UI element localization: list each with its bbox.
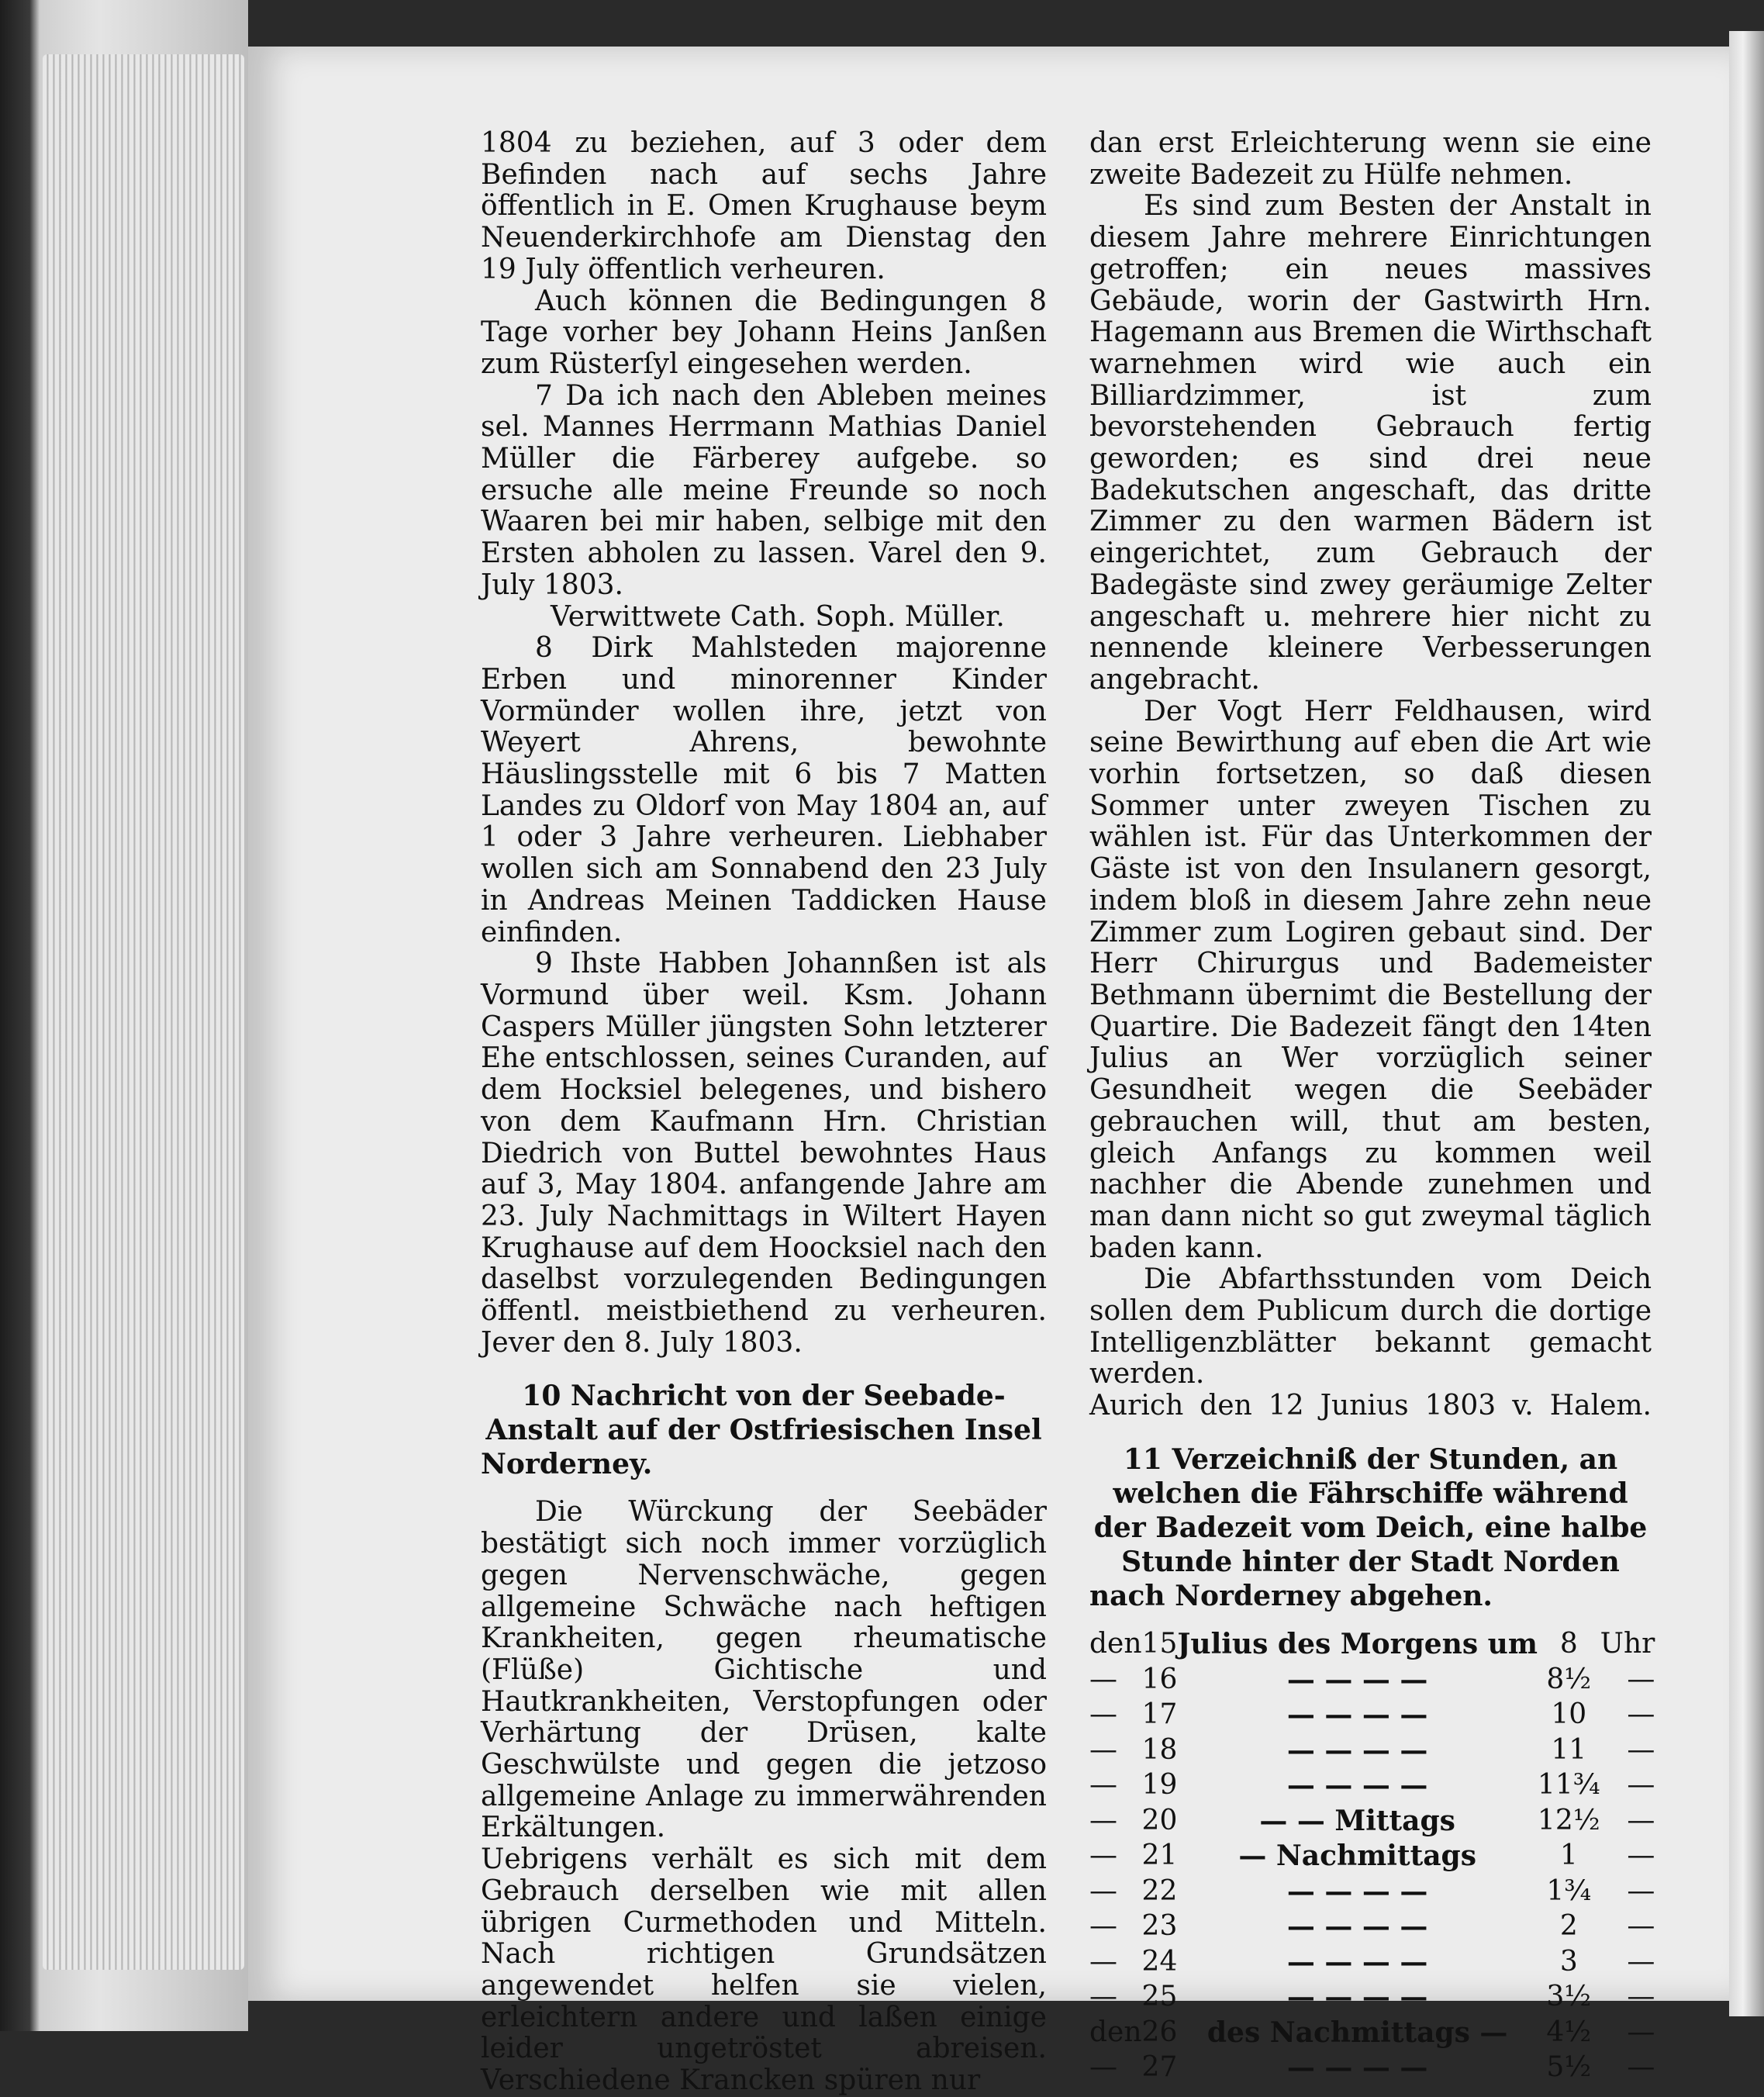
schedule-desc: — — — — [1286, 1663, 1428, 1696]
left-para-2: Auch können die Bedingungen 8 Tage vorher bey Johann Heins Janßen zum Rüsterſyl eingesehen werden. [481, 285, 1047, 380]
schedule-suffix: Uhr [1600, 1628, 1655, 1660]
schedule-time: 4½ [1546, 2016, 1592, 2048]
schedule-row [1089, 1733, 1655, 1768]
schedule-row [1089, 1874, 1655, 1909]
schedule-suffix: — [1627, 1663, 1655, 1695]
right-para-3: Der Vogt Herr Feldhausen, wird seine Bewirthung auf eben die Art wie vorhin fortsetzen, so daß diesen Sommer unter zweyen Tischen zu wählen ist. Für das Unterkommen der Gäste ist von den Insulanern gesorgt, indem bloß in diesem Jahre zehn neue Zimmer zum Logiren gebaut sind. Der Herr Chirurgus und Bademeister Bethmann übernimt die Bestellung der Quartire. Die Badezeit fängt den 14ten Julius an Wer vorzüglich seiner Gesundheit wegen die Seebäder gebrauchen will, thut am besten, gleich Anfangs zu kommen weil nachher die Abende zunehmen und man dann nicht so gut zweymal täglich baden kann. [1089, 695, 1652, 1264]
schedule-suffix: — [1627, 1840, 1655, 1872]
schedule-prefix: den [1089, 2016, 1142, 2048]
schedule-suffix: — [1627, 2051, 1655, 2084]
schedule-time: 1¾ [1546, 1874, 1592, 1907]
schedule-prefix: — [1089, 1840, 1117, 1872]
schedule-suffix: — [1627, 1698, 1655, 1731]
schedule-time: 8 [1559, 1628, 1578, 1660]
schedule-row [1089, 1768, 1655, 1804]
schedule-time: 3½ [1546, 1981, 1592, 2013]
notice-7-signature: Verwittwete Cath. Soph. Müller. [551, 600, 1005, 633]
notice-10-para-2: Uebrigens verhält es sich mit dem Gebrauch derselben wie mit allen übrigen Curmethoden und Mitteln. Nach richtigen Grundsätzen angewendet helfen sie vielen, erleichtern andere und laßen einige leider ungetröstet abreisen. Verschiedene Krancken spüren nur [481, 1843, 1047, 2097]
schedule-time: 12½ [1537, 1804, 1600, 1836]
schedule-day: 15 [1141, 1628, 1178, 1660]
schedule-row [1089, 2050, 1655, 2086]
schedule-row [1089, 1944, 1655, 1980]
schedule-row [1089, 1980, 1655, 2016]
schedule-suffix: — [1627, 1874, 1655, 1907]
schedule-prefix: — [1089, 1733, 1117, 1766]
schedule-day: 19 [1141, 1769, 1178, 1802]
schedule-suffix: — [1627, 1981, 1655, 2013]
schedule-day: 18 [1141, 1733, 1178, 1766]
schedule-day: 22 [1141, 1874, 1178, 1907]
schedule-desc: — — — — [1286, 1769, 1428, 1802]
signature-name: v. Halem. [1512, 1390, 1652, 1422]
notice-7: 7 Da ich nach den Ableben meines sel. Mannes Herrmann Mathias Daniel Müller die Färberey aufgebe. so ersuche alle meine Freunde so noch Waaren bei mir haben, selbige mit den Ersten abholen zu lassen. Varel den 9. July 1803. [481, 379, 1047, 601]
schedule-suffix: — [1627, 1804, 1655, 1836]
schedule-desc: Julius des Morgens um [1177, 1628, 1538, 1661]
schedule-time: 5½ [1546, 2051, 1592, 2084]
left-column [481, 128, 1047, 2097]
schedule-day: 23 [1141, 1910, 1178, 1943]
schedule-prefix: — [1089, 1874, 1117, 1907]
schedule-desc: — — — — [1286, 2051, 1428, 2085]
schedule-suffix: — [1627, 1733, 1655, 1766]
notice-11-heading: 11 Verzeichniß der Stunden, an welchen die Fährschiffe während der Badezeit vom Deich, eine halbe Stunde hinter der Stadt Norden nach Norderney abgehen. [1089, 1442, 1648, 1612]
schedule-time: 8½ [1546, 1663, 1592, 1695]
schedule-desc: — — — — [1286, 1874, 1428, 1908]
right-para-4: Die Abfarthsstunden vom Deich sollen dem Publicum durch die dortige Intelligenzblätter bekannt gemacht werden. [1089, 1263, 1652, 1391]
schedule-time: 2 [1559, 1910, 1578, 1943]
schedule-time: 3 [1559, 1945, 1578, 1978]
schedule-day: 17 [1141, 1698, 1178, 1731]
notice-9: 9 Ihste Habben Johannßen ist als Vormund über weil. Ksm. Johann Caspers Müller jüngsten Sohn letzterer Ehe entschlossen, seines Curanden, auf dem Hocksiel belegenes, und bishero von dem Kaufmann Hrn. Christian Diedrich von Buttel bewohntes Haus auf 3, May 1804. anfangende Jahre am 23. July Nachmittags in Wiltert Hayen Krughause auf dem Hoocksiel nach den daselbst vorzulegenden Bedingungen öffentl. meistbiethend zu verheuren. Jever den 8. July 1803. [481, 948, 1047, 1359]
right-column [1089, 127, 1655, 2085]
schedule-prefix: — [1089, 1981, 1117, 2013]
schedule-day: 27 [1141, 2051, 1178, 2084]
schedule-row [1089, 1627, 1655, 1663]
schedule-time: 1 [1559, 1840, 1578, 1872]
schedule-prefix: — [1089, 1804, 1117, 1836]
schedule-prefix: — [1089, 1663, 1117, 1695]
schedule-desc: — — — — [1286, 1733, 1428, 1767]
schedule-desc: — — — — [1286, 1945, 1428, 1978]
schedule-row [1089, 1803, 1655, 1839]
schedule-day: 24 [1141, 1945, 1178, 1978]
schedule-desc: des Nachmittags — [1206, 2016, 1508, 2049]
schedule-suffix: — [1627, 1945, 1655, 1978]
right-para-2: Es sind zum Besten der Anstalt in diesem Jahre mehrere Einrichtungen getroffen; ein neues massives Gebäude, worin der Gastwirth Hrn. Hagemann aus Bremen die Wirthschaft warnehmen wird wie auch ein Billiardzimmer, ist zum bevorstehenden Gebrauch fertig geworden; es sind drei neue Badekutschen angeschaft, das dritte Zimmer zu den warmen Bädern ist eingerichtet, zum Gebrauch der Badegäste sind zwey geräumige Zelter angeschaft u. mehrere hier nicht zu nennende kleinere Verbesserungen angebracht. [1089, 190, 1652, 696]
schedule-desc: — — — — [1286, 1698, 1428, 1732]
right-para-1: dan erst Erleichterung wenn sie eine zweite Badezeit zu Hülfe nehmen. [1089, 127, 1652, 191]
schedule-day: 26 [1141, 2016, 1178, 2048]
schedule-prefix: — [1089, 1698, 1117, 1731]
schedule-time: 10 [1551, 1698, 1587, 1731]
schedule-row [1089, 1662, 1655, 1698]
schedule-prefix: — [1089, 1910, 1117, 1943]
schedule-row [1089, 1698, 1655, 1733]
schedule-desc: — — — — [1286, 1981, 1428, 2014]
schedule-day: 21 [1141, 1840, 1178, 1872]
schedule-time: 11¾ [1537, 1769, 1600, 1802]
schedule-suffix: — [1627, 1910, 1655, 1943]
schedule-suffix: — [1627, 2016, 1655, 2048]
schedule-day: 16 [1141, 1663, 1178, 1695]
signature-place: Aurich den 12 Junius 1803 [1089, 1390, 1496, 1422]
page-edges [43, 54, 244, 1970]
book-left-binding [0, 0, 248, 2031]
notice-10-heading: 10 Nachricht von der Seebade-Anstalt auf der Ostfriesischen Insel Norderney. [481, 1380, 1042, 1481]
signature-line [1089, 1391, 1652, 1422]
schedule-time: 11 [1551, 1733, 1587, 1766]
schedule-desc: — Nachmittags [1238, 1840, 1476, 1873]
schedule-day: 20 [1141, 1804, 1178, 1836]
schedule-prefix: den [1089, 1628, 1142, 1660]
schedule-row [1089, 1839, 1655, 1874]
notice-10-para-1: Die Würckung der Seebäder bestätigt sich noch immer vorzüglich gegen Nervenschwäche, gegen allgemeine Schwäche nach heftigen Krankheiten, gegen rheumatische (Flüße) Gichtische und Hautkrankheiten, Verstopfungen oder Verhärtung der Drüsen, kalte Geschwülste und gegen die jetzoso allgemeine Anlage zu immerwährenden Erkältungen. [481, 1496, 1047, 1844]
schedule-desc: — — Mittags [1259, 1804, 1455, 1837]
book-right-edge [1729, 31, 1764, 2016]
ferry-schedule-table [1089, 1627, 1655, 2086]
schedule-suffix: — [1627, 1769, 1655, 1802]
schedule-prefix: — [1089, 1945, 1117, 1978]
notice-8: 8 Dirk Mahlsteden majorenne Erben und minorenner Kinder Vormünder wollen ihre, jetzt von Weyert Ahrens, bewohnte Häuslingsstelle mit 6 bis 7 Matten Landes zu Oldorf von May 1804 an, auf 1 oder 3 Jahre verheuren. Liebhaber wollen sich am Sonnabend den 23 July in Andreas Meinen Taddicken Hause einfinden. [481, 632, 1047, 948]
schedule-row [1089, 2015, 1655, 2050]
schedule-row [1089, 1909, 1655, 1945]
schedule-day: 25 [1141, 1981, 1178, 2013]
schedule-prefix: — [1089, 2051, 1117, 2084]
left-para-1: 1804 zu beziehen, auf 3 oder dem Befinden nach auf sechs Jahre öffentlich in E. Omen Krughause beym Neuenderkirchhofe am Dienstag den 19 July öffentlich verheuren. [481, 127, 1047, 285]
schedule-desc: — — — — [1286, 1910, 1428, 1943]
schedule-prefix: — [1089, 1769, 1117, 1802]
